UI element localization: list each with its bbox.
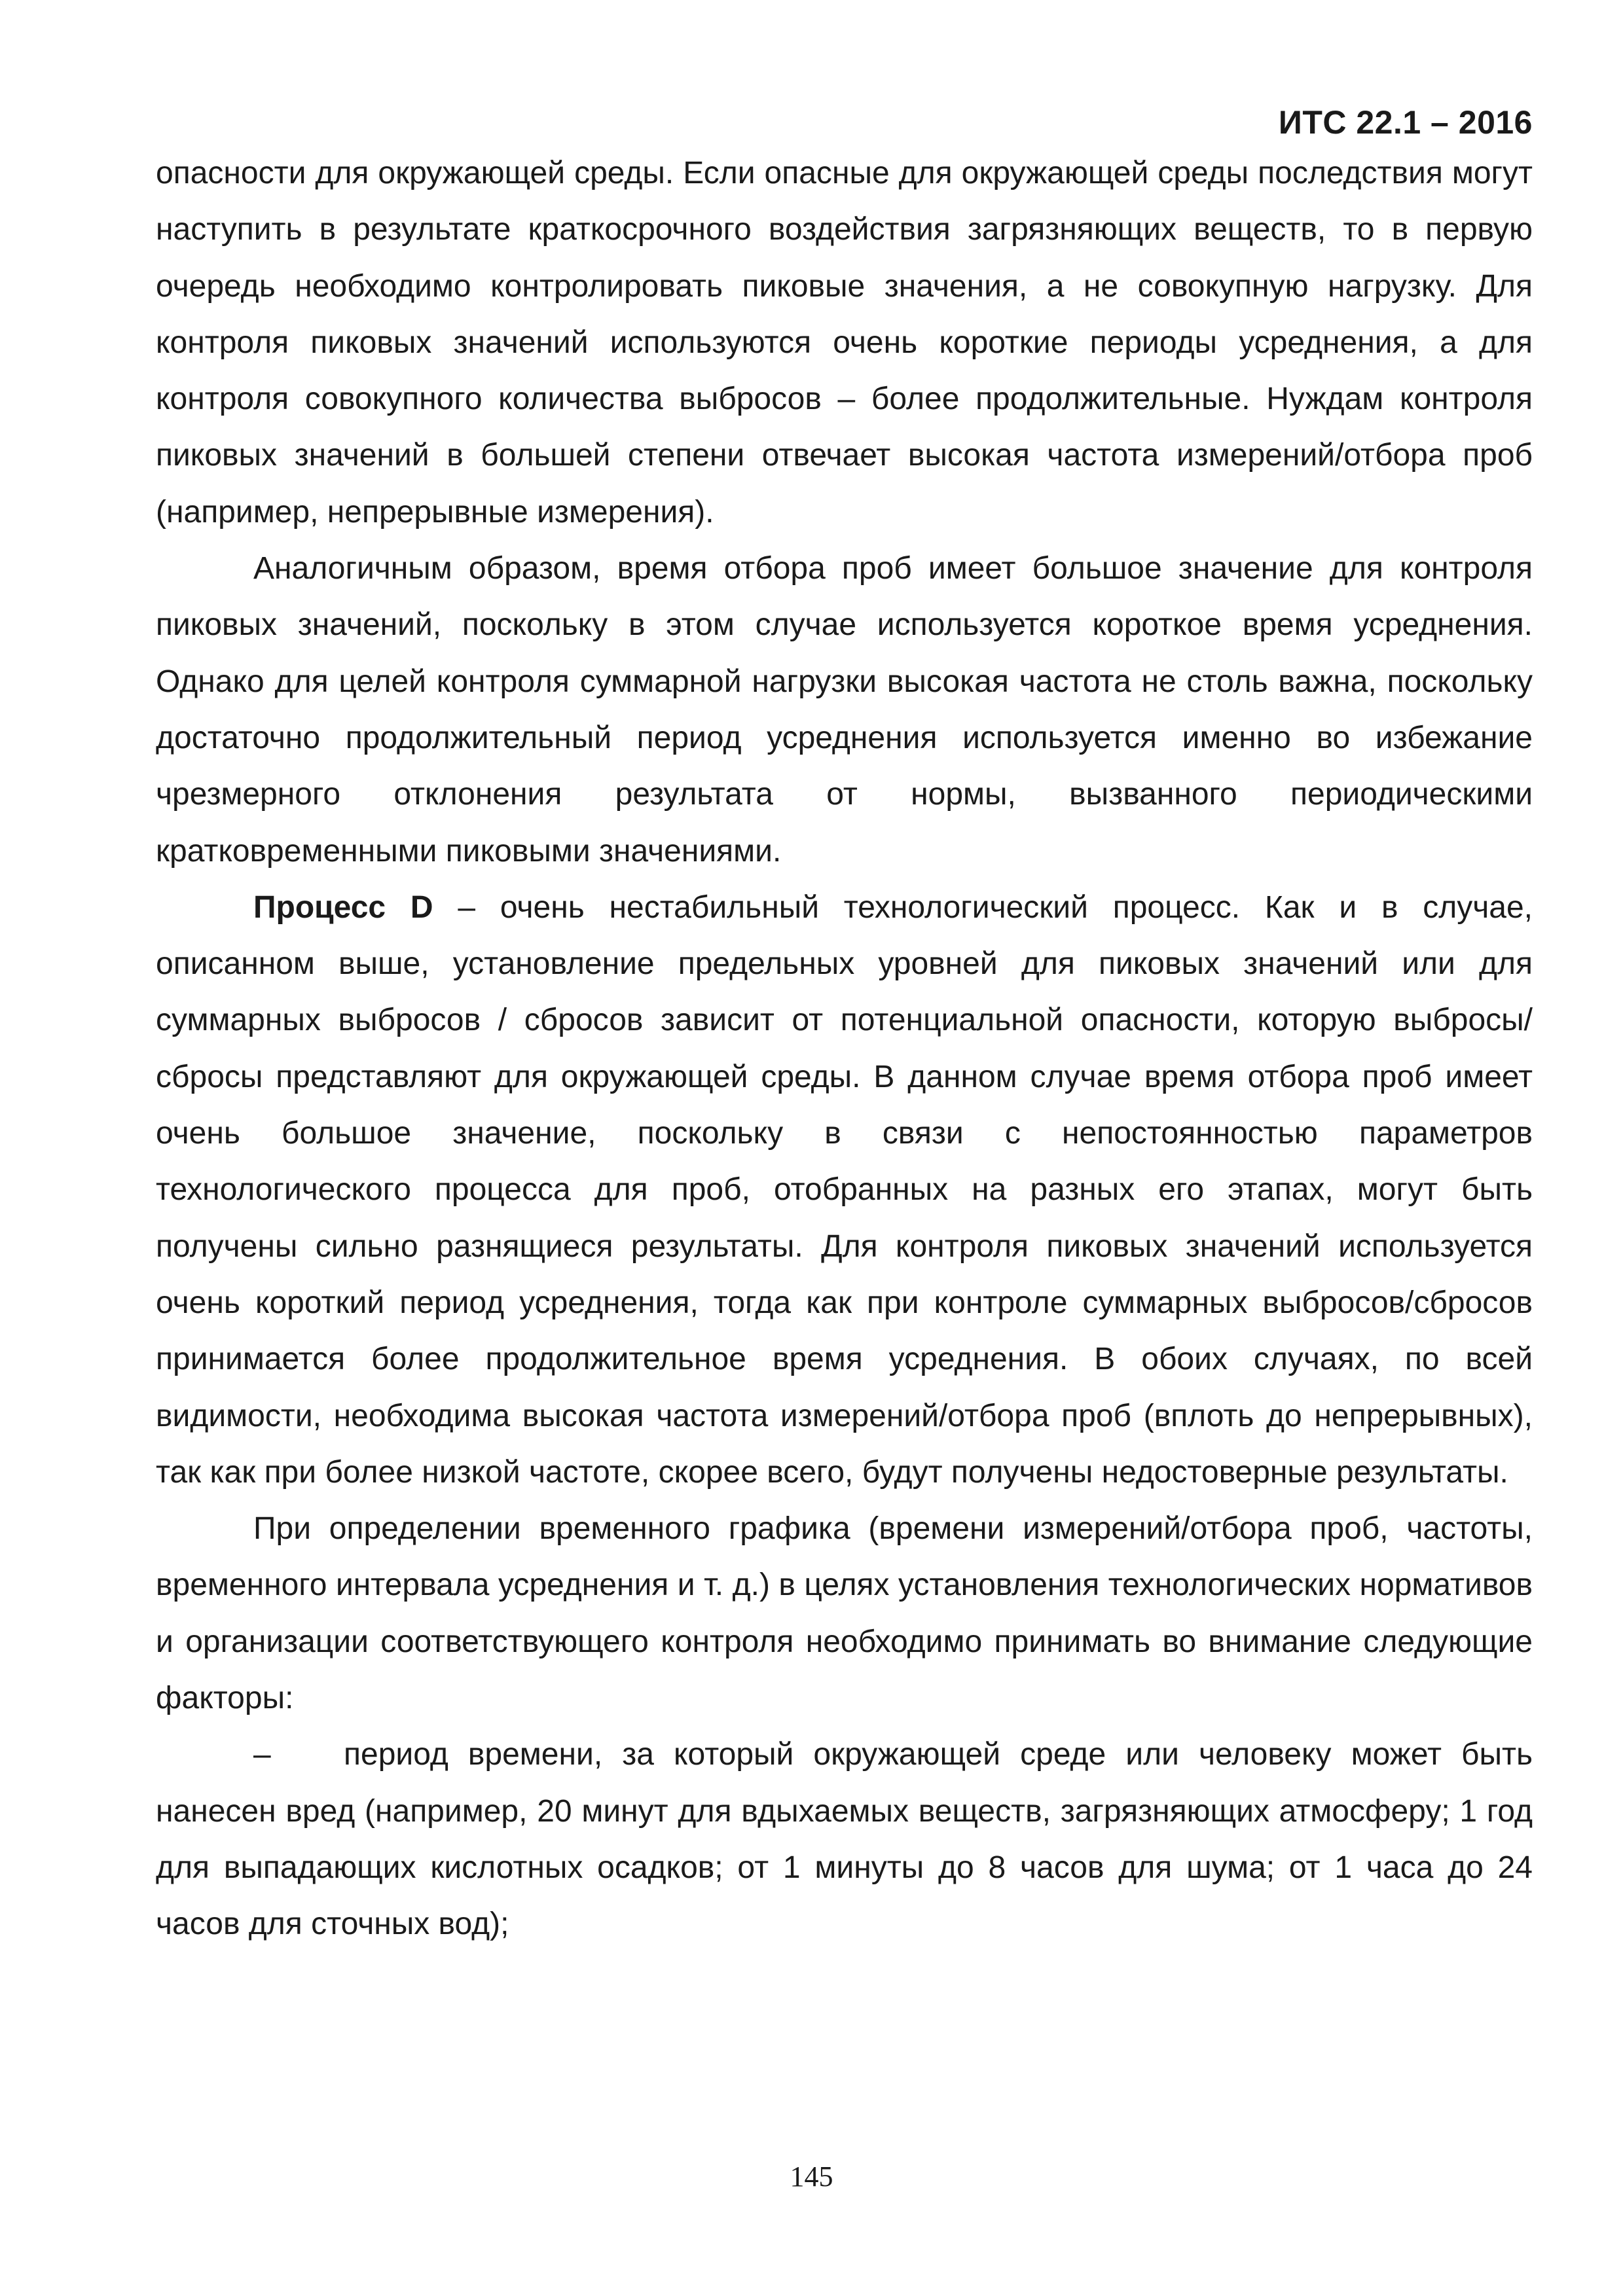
process-d-heading: Процесс D	[253, 889, 433, 925]
paragraph-sampling-time: Аналогичным образом, время отбора проб имеет большое значение для контроля пиковых значений, поскольку в этом случае используется короткое время усреднения. Однако для целей контроля суммарной нагрузки высокая частота не столь важна, поскольку достаточно продолжительный период усреднения используется именно во избежание чрезмерного отклонения результата от нормы, вызванного периодическими кратковременными пиковыми значениями.	[156, 551, 1533, 869]
list-item-text: период времени, за который окружающей среде или человеку может быть нанесен вред (например, 20 минут для вдыхаемых веществ, загрязняющих атмосферу; 1 год для выпадающих кислотных осадков; от 1 минуты до 8 часов для шума; от 1 часа до 24 часов для сточных вод);	[156, 1737, 1533, 1942]
document-code-header: ИТС 22.1 – 2016	[1278, 104, 1533, 141]
list-item	[156, 1727, 1533, 1952]
page-body	[156, 145, 1533, 1953]
paragraph-process-d	[156, 880, 1533, 1501]
paragraph-time-schedule: При определении временного графика (времени измерений/отбора проб, частоты, временного интервала усреднения и т. д.) в целях установления технологических нормативов и организации соответствующего контроля необходимо принимать во внимание следующие факторы:	[156, 1511, 1533, 1716]
page-number: 145	[790, 2161, 833, 2193]
list-dash-marker: –	[253, 1737, 271, 1772]
paragraph-continuation: опасности для окружающей среды. Если опасные для окружающей среды последствия могут наступить в результате краткосрочного воздействия загрязняющих веществ, то в первую очередь необходимо контролировать пиковые значения, а не совокупную нагрузку. Для контроля пиковых значений используются очень короткие периоды усреднения, а для контроля совокупного количества выбросов – более продолжительные. Нуждам контроля пиковых значений в большей степени отвечает высокая частота измерений/отбора проб (например, непрерывные измерения).	[156, 156, 1533, 529]
process-d-text: – очень нестабильный технологический процесс. Как и в случае, описанном выше, установление предельных уровней для пиковых значений или для суммарных выбросов / сбросов зависит от потенциальной опасности, которую выбросы/сбросы представляют для окружающей среды. В данном случае время отбора проб имеет очень большое значение, поскольку в связи с непостоянностью параметров технологического процесса для проб, отобранных на разных его этапах, могут быть получены сильно разнящиеся результаты. Для контроля пиковых значений используется очень короткий период усреднения, тогда как при контроле суммарных выбросов/сбросов принимается более продолжительное время усреднения. В обоих случаях, по всей видимости, необходима высокая частота измерений/отбора проб (вплоть до непрерывных), так как при более низкой частоте, скорее всего, будут получены недостоверные результаты.	[156, 889, 1533, 1490]
